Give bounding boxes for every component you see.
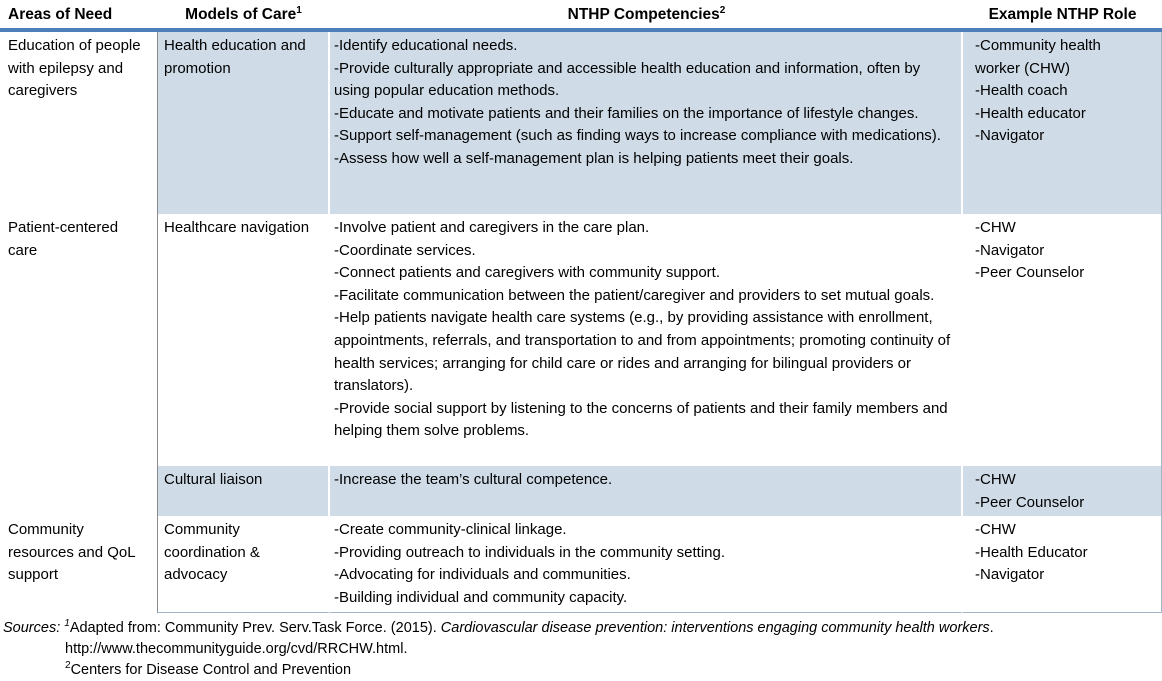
cell-roles (963, 516, 1162, 612)
role-item: -CHW (975, 521, 1016, 539)
sources-label: Sources: (3, 619, 65, 636)
competency-item: -Facilitate communication between the patient/caregiver and providers to set mutual goals. (334, 286, 935, 304)
source-cdc: Centers for Disease Control and Prevention (70, 661, 352, 678)
footnote-marker-1: 1 (296, 4, 302, 16)
cell-competencies (330, 516, 963, 612)
header-example-nthp-role: Example NTHP Role (988, 6, 1137, 23)
competency-item: -Connect patients and caregivers with community support. (334, 264, 721, 282)
cell-model-of-care: Healthcare navigation (157, 214, 330, 466)
sources-note (0, 613, 1162, 681)
cell-competencies (330, 32, 963, 214)
competency-item: -Support self-management (such as finding ways to increase compliance with medications). (334, 127, 941, 145)
competency-item: -Identify educational needs. (334, 37, 518, 54)
source-title-italic: Cardiovascular disease prevention: interventions engaging community health workers (440, 619, 990, 636)
role-item: -Peer Counselor (975, 264, 1085, 282)
competency-item: -Create community-clinical linkage. (334, 521, 567, 539)
cell-area-of-need: Education of people with epilepsy and caregivers (8, 37, 141, 100)
role-item: -CHW (975, 219, 1016, 236)
header-areas-of-need: Areas of Need (8, 6, 113, 23)
cell-competencies (330, 214, 963, 466)
competency-item: -Increase the team’s cultural competence. (334, 471, 613, 488)
role-item: -Navigator (975, 566, 1045, 584)
footnote-marker-2: 2 (719, 4, 726, 16)
competency-item: -Involve patient and caregivers in the care plan. (334, 219, 650, 236)
competency-item: -Help patients navigate health care systems (e.g., by providing assistance with enrollment, appointments, referrals, and transportation to and from appointments; promoting continuity of health services; arranging for child care or rides and arranging for bilingual providers or translators). (334, 309, 951, 395)
source-line-2 (3, 660, 1156, 681)
header-nthp-competencies (330, 0, 963, 28)
competency-item: -Provide social support by listening to the concerns of patients and their family members and helping them solve problems. (334, 399, 948, 440)
role-item: -Navigator (975, 127, 1045, 145)
table-row-patient-centered (0, 214, 1162, 466)
cell-competencies (330, 466, 963, 516)
role-item: -Peer Counselor (975, 493, 1085, 511)
competency-item: -Educate and motivate patients and their families on the importance of lifestyle changes. (334, 104, 919, 122)
cell-roles (963, 214, 1162, 466)
competency-item: -Advocating for individuals and communities. (334, 566, 631, 584)
cell-area-of-need: Patient-centered care (8, 219, 119, 259)
header-models-of-care-label: Models of Care (185, 6, 297, 23)
table-row-education (0, 32, 1162, 214)
table-row-community-resources (0, 516, 1162, 612)
source-url: http://www.thecommunityguide.org/cvd/RRCHW.html. (65, 640, 408, 657)
header-models-of-care (157, 0, 330, 28)
table-header-row (0, 0, 1162, 32)
footnote-ref-2: 2 (65, 659, 71, 671)
cell-model-of-care: Community coordination & advocacy (157, 516, 330, 612)
role-item: -Health educator (975, 104, 1086, 122)
footnote-ref-1: 1 (64, 617, 70, 629)
role-item: -Health Educator (975, 543, 1088, 561)
source-line-1 (3, 618, 1156, 639)
source-citation: Adapted from: Community Prev. Serv.Task Force. (2015). (69, 619, 441, 636)
role-item: -CHW (975, 471, 1016, 488)
role-item: -Navigator (975, 241, 1045, 259)
table-row-cultural-liaison (0, 466, 1162, 516)
competency-item: -Coordinate services. (334, 241, 476, 259)
role-item: -Community health worker (CHW) (975, 37, 1101, 77)
competency-item: -Building individual and community capacity. (334, 588, 628, 606)
source-period: . (989, 619, 994, 636)
cell-model-of-care: Health education and promotion (157, 32, 330, 214)
competency-item: -Provide culturally appropriate and accessible health education and information, often by using popular education methods. (334, 59, 921, 100)
cell-area-of-need: Community resources and QoL support (8, 521, 136, 584)
cell-area-of-need (0, 466, 157, 516)
cell-roles (963, 466, 1162, 516)
cell-roles (963, 32, 1162, 214)
competency-item: -Providing outreach to individuals in the community setting. (334, 543, 726, 561)
table-body (0, 32, 1162, 613)
competency-item: -Assess how well a self-management plan is helping patients meet their goals. (334, 149, 854, 167)
header-nthp-competencies-label: NTHP Competencies (567, 6, 720, 23)
role-item: -Health coach (975, 82, 1068, 100)
cell-model-of-care: Cultural liaison (157, 466, 330, 516)
